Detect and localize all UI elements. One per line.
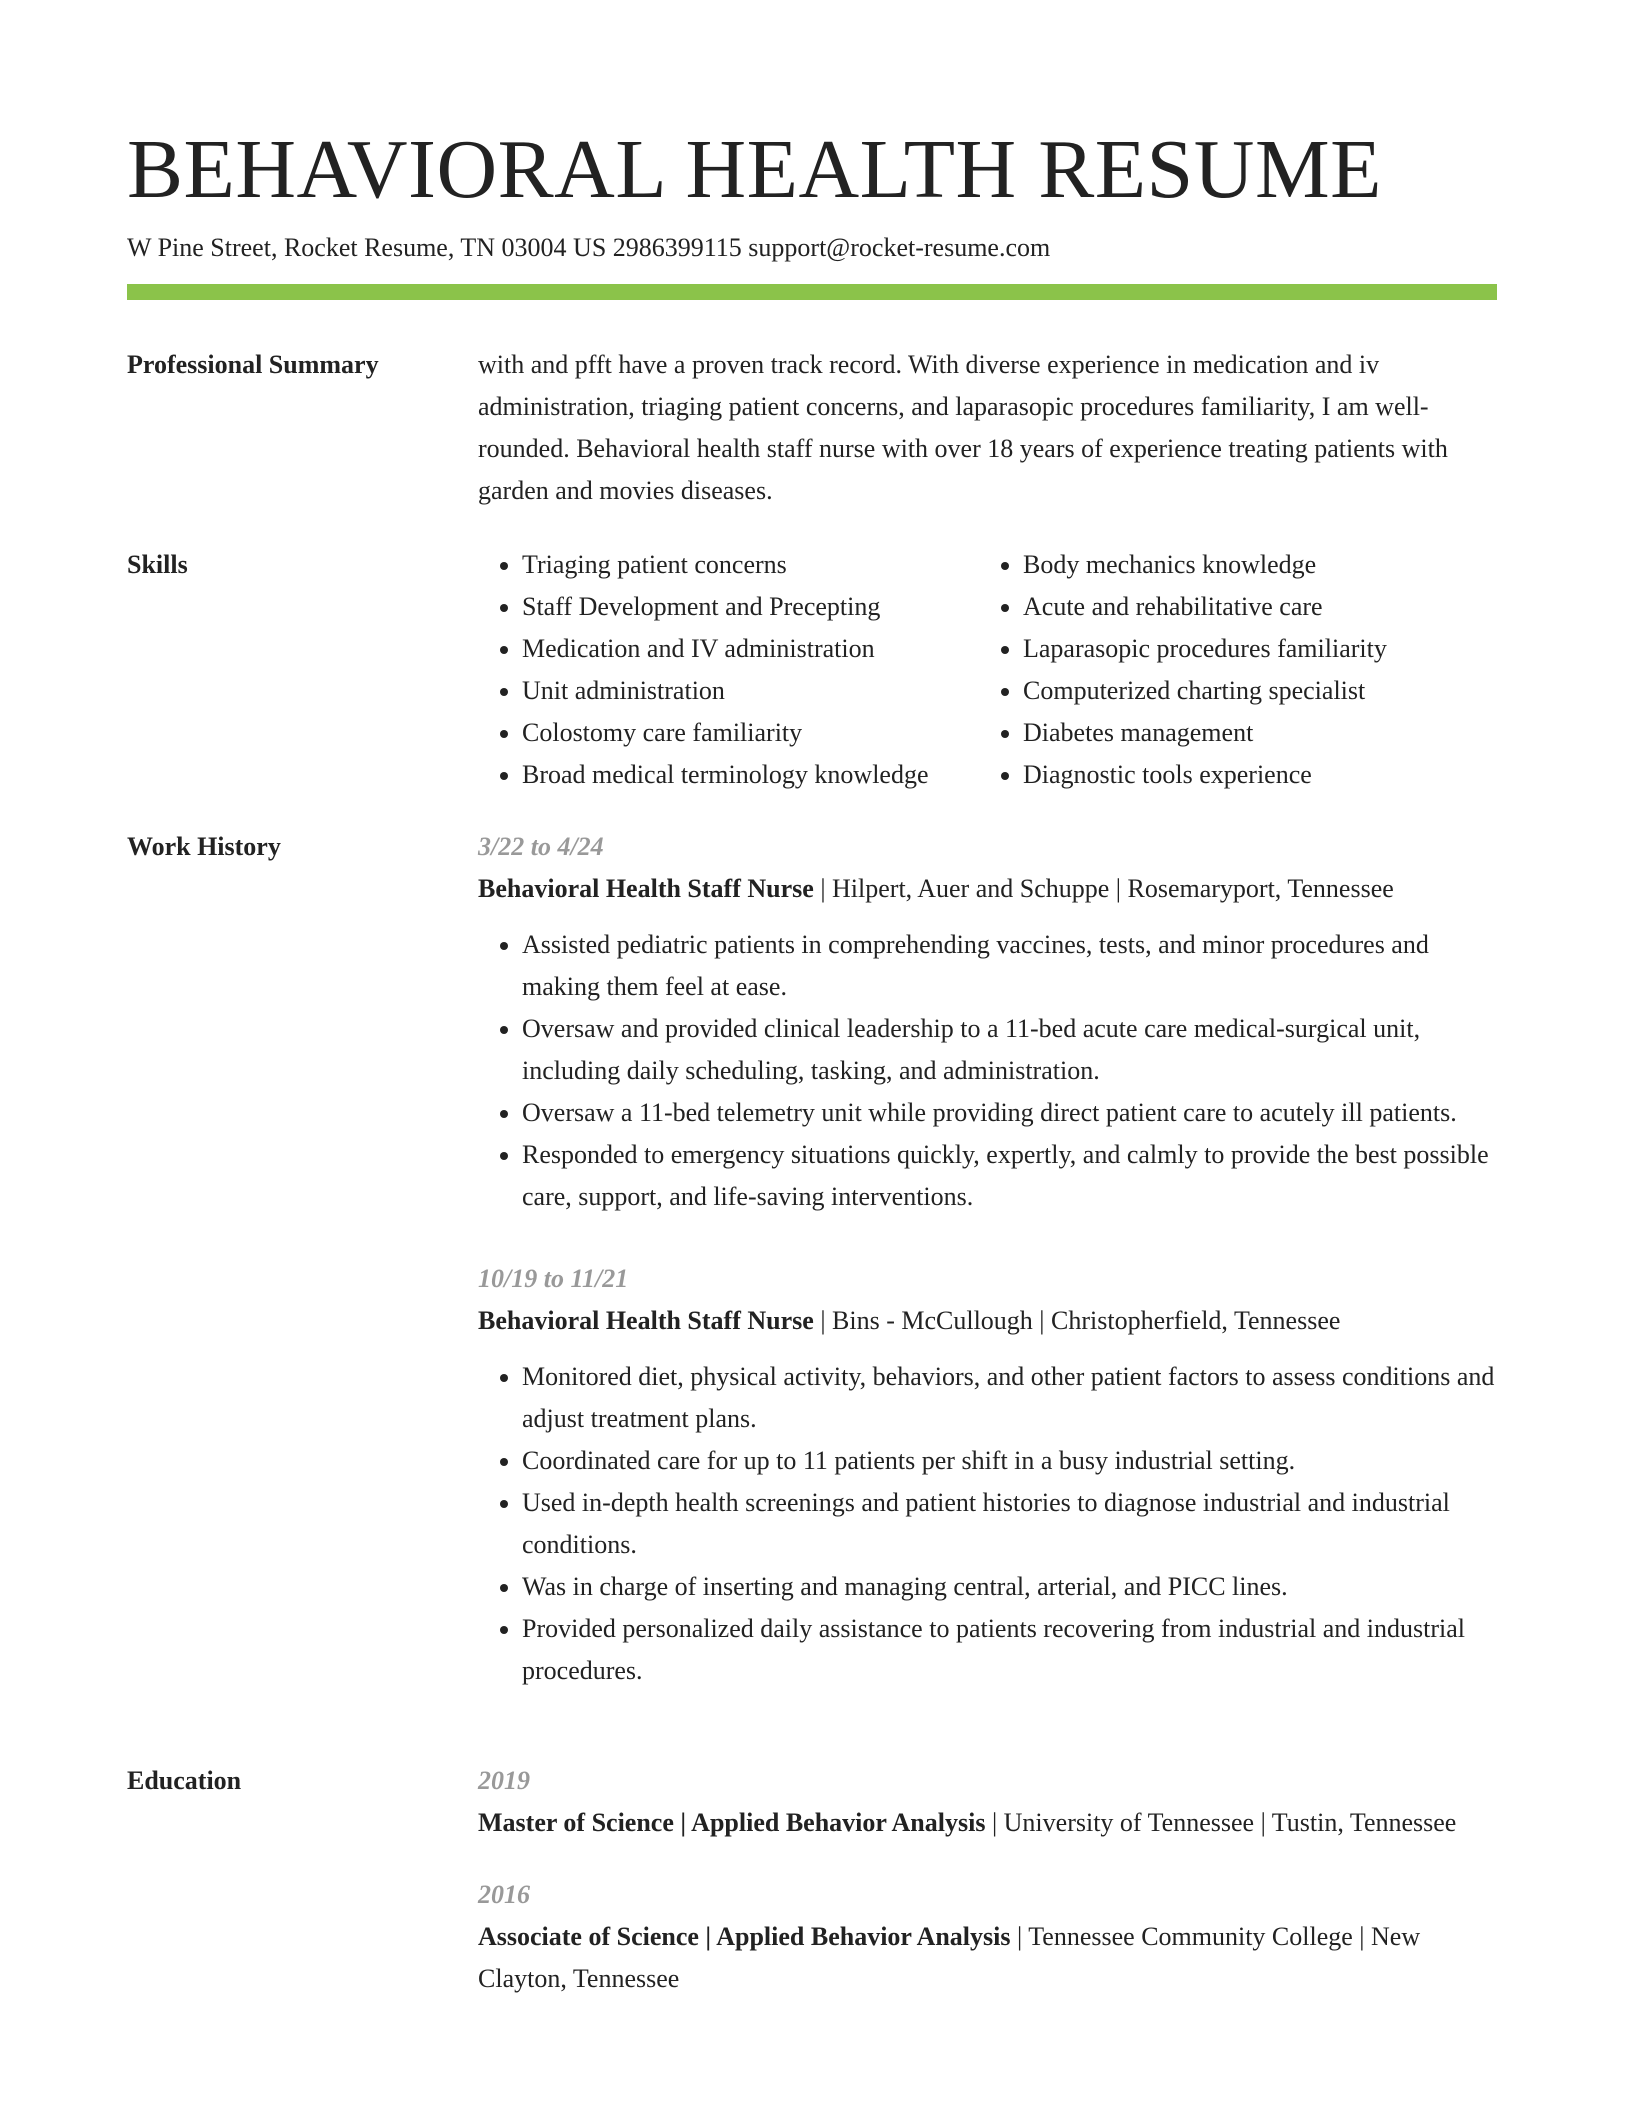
education-entry [478,1760,1503,1844]
degree-title: Associate of Science | Applied Behavior Analysis [478,1922,1011,1951]
job-dates: 10/19 to 11/21 [478,1264,629,1293]
summary-label: Professional Summary [127,350,379,379]
job-bullet: • Used in-depth health screenings and patient histories to diagnose industrial and industrial conditions. [522,1482,1503,1566]
skill-item: • Body mechanics knowledge [1023,544,1523,586]
skills-label: Skills [127,550,188,579]
job-bullet: • Coordinated care for up to 11 patients per shift in a busy industrial setting. [522,1440,1503,1482]
skill-item: • Colostomy care familiarity [522,712,979,754]
skill-item: • Diabetes management [1023,712,1523,754]
degree-title: Master of Science | Applied Behavior Analysis [478,1808,986,1837]
job-bullet: • Oversaw and provided clinical leadership to a 11-bed acute care medical-surgical unit, including daily scheduling, tasking, and administration. [522,1008,1503,1092]
job-bullet: • Responded to emergency situations quickly, expertly, and calmly to provide the best possible care, support, and life-saving interventions. [522,1134,1503,1218]
skills-list [478,544,1503,796]
job-bullet: • Monitored diet, physical activity, behaviors, and other patient factors to assess conditions and adjust treatment plans. [522,1356,1503,1440]
job-bullet: • Assisted pediatric patients in comprehending vaccines, tests, and minor procedures and making them feel at ease. [522,924,1503,1008]
job-heading [478,1300,1503,1342]
education-year: 2016 [478,1880,530,1909]
education-heading [478,1802,1503,1844]
header-divider [127,284,1497,300]
job-details: | Bins - McCullough | Christopherfield, Tennessee [813,1306,1341,1335]
job-bullet: • Provided personalized daily assistance to patients recovering from industrial and industrial procedures. [522,1608,1503,1692]
job-bullet: • Was in charge of inserting and managing central, arterial, and PICC lines. [522,1566,1503,1608]
job-bullets [478,924,1503,1218]
page-title: BEHAVIORAL HEALTH RESUME [127,123,1382,216]
skill-item: • Computerized charting specialist [1023,670,1523,712]
job-title: Behavioral Health Staff Nurse [478,1306,814,1335]
skills-column-2 [979,544,1523,796]
skills-column-1 [478,544,979,796]
education-label: Education [127,1766,242,1795]
job-entry [478,1258,1503,1692]
skill-item: • Triaging patient concerns [522,544,979,586]
summary-text: with and pfft have a proven track record. With diverse experience in medication and iv administration, triaging patient concerns, and laparasopic procedures familiarity, I am well-rounded. Behavioral health staff nurse with over 18 years of experience treating patients with garden and movies diseases. [478,350,1448,505]
contact-line: W Pine Street, Rocket Resume, TN 03004 US 2986399115 support@rocket-resume.com [127,233,1051,262]
job-details: | Hilpert, Auer and Schuppe | Rosemaryport, Tennessee [813,874,1394,903]
job-title: Behavioral Health Staff Nurse [478,874,814,903]
skill-item: • Diagnostic tools experience [1023,754,1523,796]
job-entry [478,826,1503,1218]
work-history-label: Work History [127,832,281,861]
education-year: 2019 [478,1766,530,1795]
education-heading [478,1916,1503,2000]
job-heading [478,868,1503,910]
job-dates: 3/22 to 4/24 [478,832,604,861]
education-details: | University of Tennessee | Tustin, Tennessee [985,1808,1457,1837]
job-bullet: • Oversaw a 11-bed telemetry unit while providing direct patient care to acutely ill patients. [522,1092,1503,1134]
skill-item: • Staff Development and Precepting [522,586,979,628]
education-entry [478,1874,1503,2000]
skill-item: • Broad medical terminology knowledge [522,754,979,796]
skill-item: • Acute and rehabilitative care [1023,586,1523,628]
skill-item: • Medication and IV administration [522,628,979,670]
skill-item: • Laparasopic procedures familiarity [1023,628,1523,670]
skill-item: • Unit administration [522,670,979,712]
job-bullets [478,1356,1503,1692]
education-details: | Tennessee Community College | New Clayton, Tennessee [478,1922,1421,1993]
